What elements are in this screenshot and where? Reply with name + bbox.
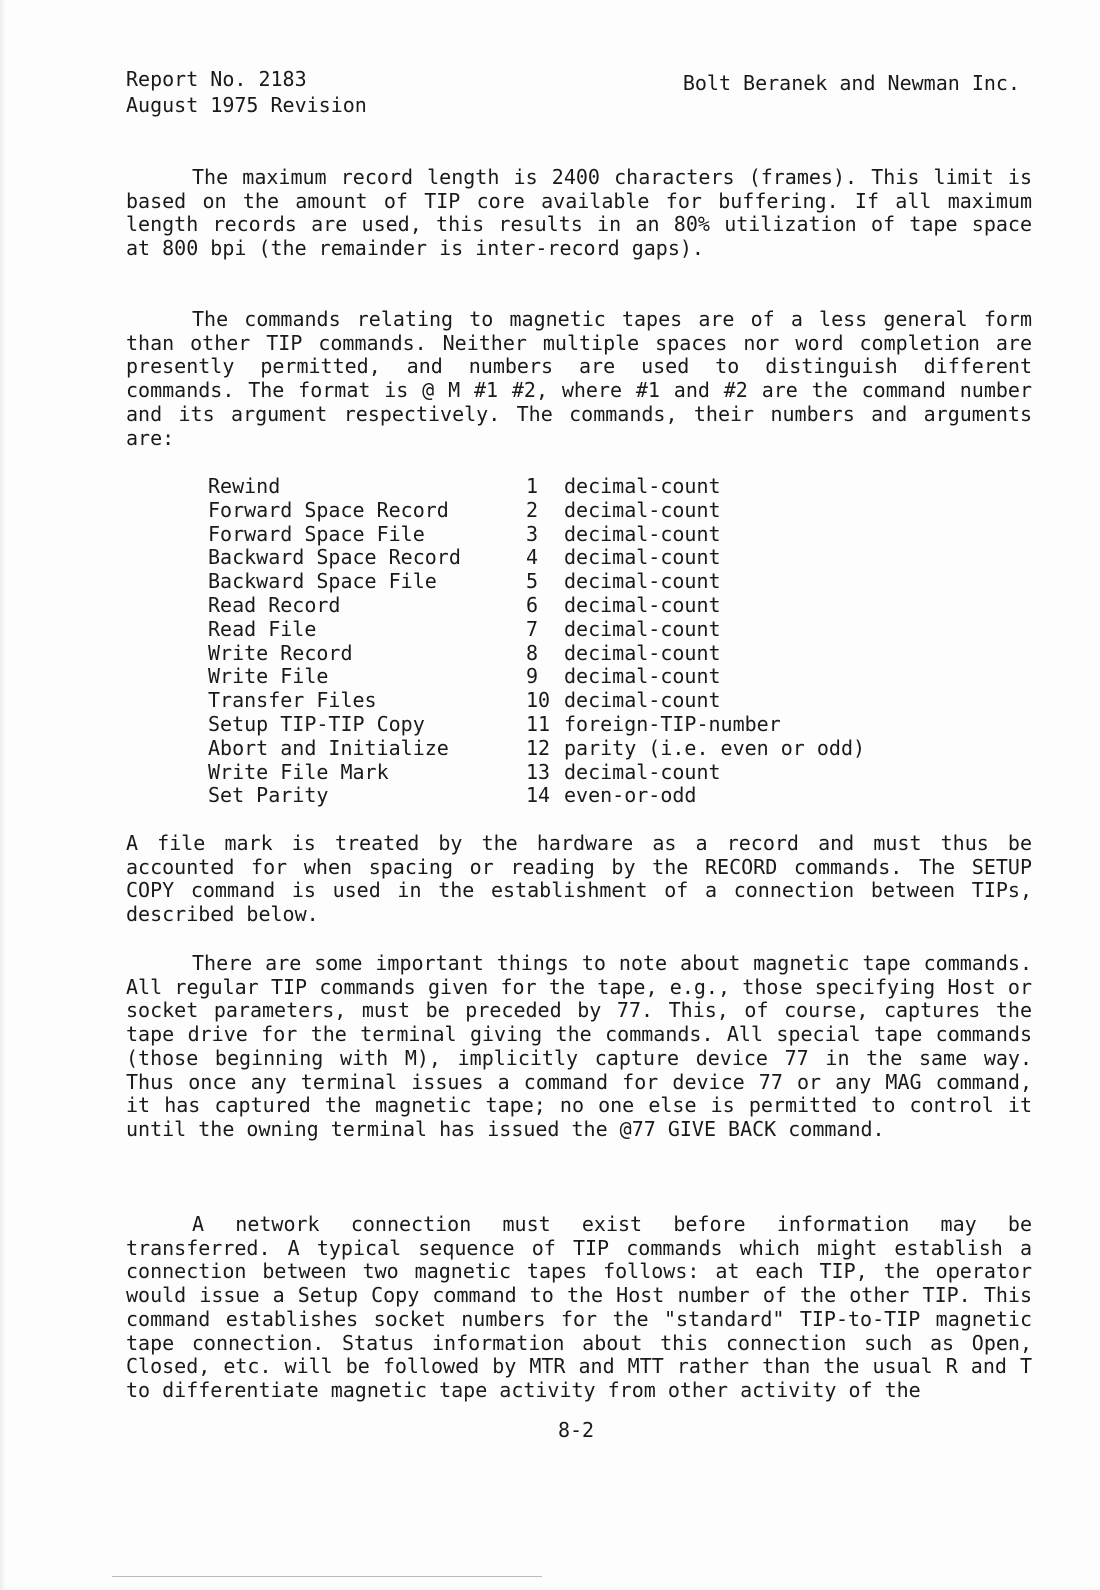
command-name: Setup TIP-TIP Copy [208,711,425,736]
paragraph-text: There are some important things to note about magnetic tape commands. All regular TIP commands given for the tape, e.g., those specifying Host or socket parameters, must be preceded by 77. This, of course, captures the tape drive for the terminal giving the commands. All special tape commands (those beginning with M), implicitly capture device 77 in the same way. Thus once any terminal issues a command for device 77 or any MAG command, it has captured the magnetic tape; no one else is permitted to control it until the owning terminal has issued the @77 GIVE BACK command. [126,951,1032,1141]
command-argument: decimal-count [564,545,721,570]
command-number: 9 [526,664,539,689]
command-number: 10 [526,688,551,713]
command-argument: foreign-TIP-number [564,711,781,736]
command-number: 12 [526,735,551,760]
command-row [208,618,865,642]
paragraph-network-connection [126,1213,1032,1403]
report-header [126,66,367,118]
company-name: Bolt Beranek and Newman Inc. [682,71,1020,95]
page-number: 8-2 [557,1418,595,1442]
paragraph-text: The maximum record length is 2400 characters (frames). This limit is based on the amount of TIP core available for buffering. If all maximum length records are used, this results in an 80% utilization of tape space at 800 bpi (the remainder is inter-record gaps). [126,165,1032,261]
command-number: 14 [526,783,551,808]
command-argument: decimal-count [564,569,721,594]
command-name: Forward Space Record [208,497,449,522]
command-row [208,546,865,570]
command-row [208,475,865,499]
command-argument: decimal-count [564,592,721,617]
command-argument: decimal-count [564,640,721,665]
command-number: 2 [526,497,539,522]
command-argument: decimal-count [564,474,721,498]
command-number: 8 [526,640,539,665]
command-argument: decimal-count [564,497,721,522]
paragraph-file-mark [126,832,1032,927]
paragraph-record-length [126,166,1032,261]
paragraph-text: A network connection must exist before information may be transferred. A typical sequence of TIP commands which might establish a connection between two magnetic tapes follows: at each TIP, the operator would issue a Setup Copy command to the Host number of the other TIP. This command establishes socket numbers for the "standard" TIP-to-TIP magnetic tape connection. Status information about this connection such as Open, Closed, etc. will be followed by MTR and MTT rather than the usual R and T to differentiate magnetic tape activity from other activity of the [126,1212,1032,1402]
command-argument: decimal-count [564,521,721,546]
command-row [208,689,865,713]
command-row [208,570,865,594]
command-name: Read File [208,616,317,641]
command-argument: decimal-count [564,616,721,641]
command-number: 11 [526,711,551,736]
command-name: Forward Space File [208,521,425,546]
command-number: 1 [526,474,539,498]
command-number: 6 [526,592,539,617]
paragraph-text: The commands relating to magnetic tapes are of a less general form than other TIP commands. Neither multiple spaces nor word completion are presently permitted, and numbers are used to distinguish different commands. The format is @ M #1 #2, where #1 and #2 are the command number and its argument respectively. The commands, their numbers and arguments are: [126,307,1032,450]
command-name: Write File [208,664,329,689]
command-number: 13 [526,759,551,784]
command-argument: decimal-count [564,664,721,689]
command-argument: decimal-count [564,688,721,713]
command-row [208,784,865,808]
command-argument: even-or-odd [564,783,697,808]
command-name: Abort and Initialize [208,735,449,760]
command-name: Read Record [208,592,341,617]
command-number: 4 [526,545,539,570]
paragraph-tape-commands [126,308,1032,450]
command-name: Backward Space Record [208,545,461,570]
scan-edge-shadow [0,0,6,1590]
command-row [208,737,865,761]
command-row [208,642,865,666]
command-number: 5 [526,569,539,594]
command-table [208,475,865,808]
command-name: Set Parity [208,783,329,808]
report-number: Report No. 2183 [126,67,307,91]
command-number: 3 [526,521,539,546]
command-row [208,523,865,547]
command-row [208,499,865,523]
command-name: Write Record [208,640,353,665]
command-argument: decimal-count [564,759,721,784]
command-name: Write File Mark [208,759,389,784]
command-name: Transfer Files [208,688,377,713]
command-name: Backward Space File [208,569,437,594]
command-number: 7 [526,616,539,641]
paragraph-important-notes [126,952,1032,1142]
bottom-rule [112,1576,542,1577]
command-row [208,665,865,689]
command-row [208,713,865,737]
report-revision: August 1975 Revision [126,93,367,117]
command-name: Rewind [208,474,281,498]
command-row [208,761,865,785]
command-row [208,594,865,618]
command-argument: parity (i.e. even or odd) [564,735,866,760]
paragraph-text: A file mark is treated by the hardware as a record and must thus be accounted for when spacing or reading by the RECORD commands. The SETUP COPY command is used in the establishment of a connection between TIPs, described below. [126,831,1032,927]
